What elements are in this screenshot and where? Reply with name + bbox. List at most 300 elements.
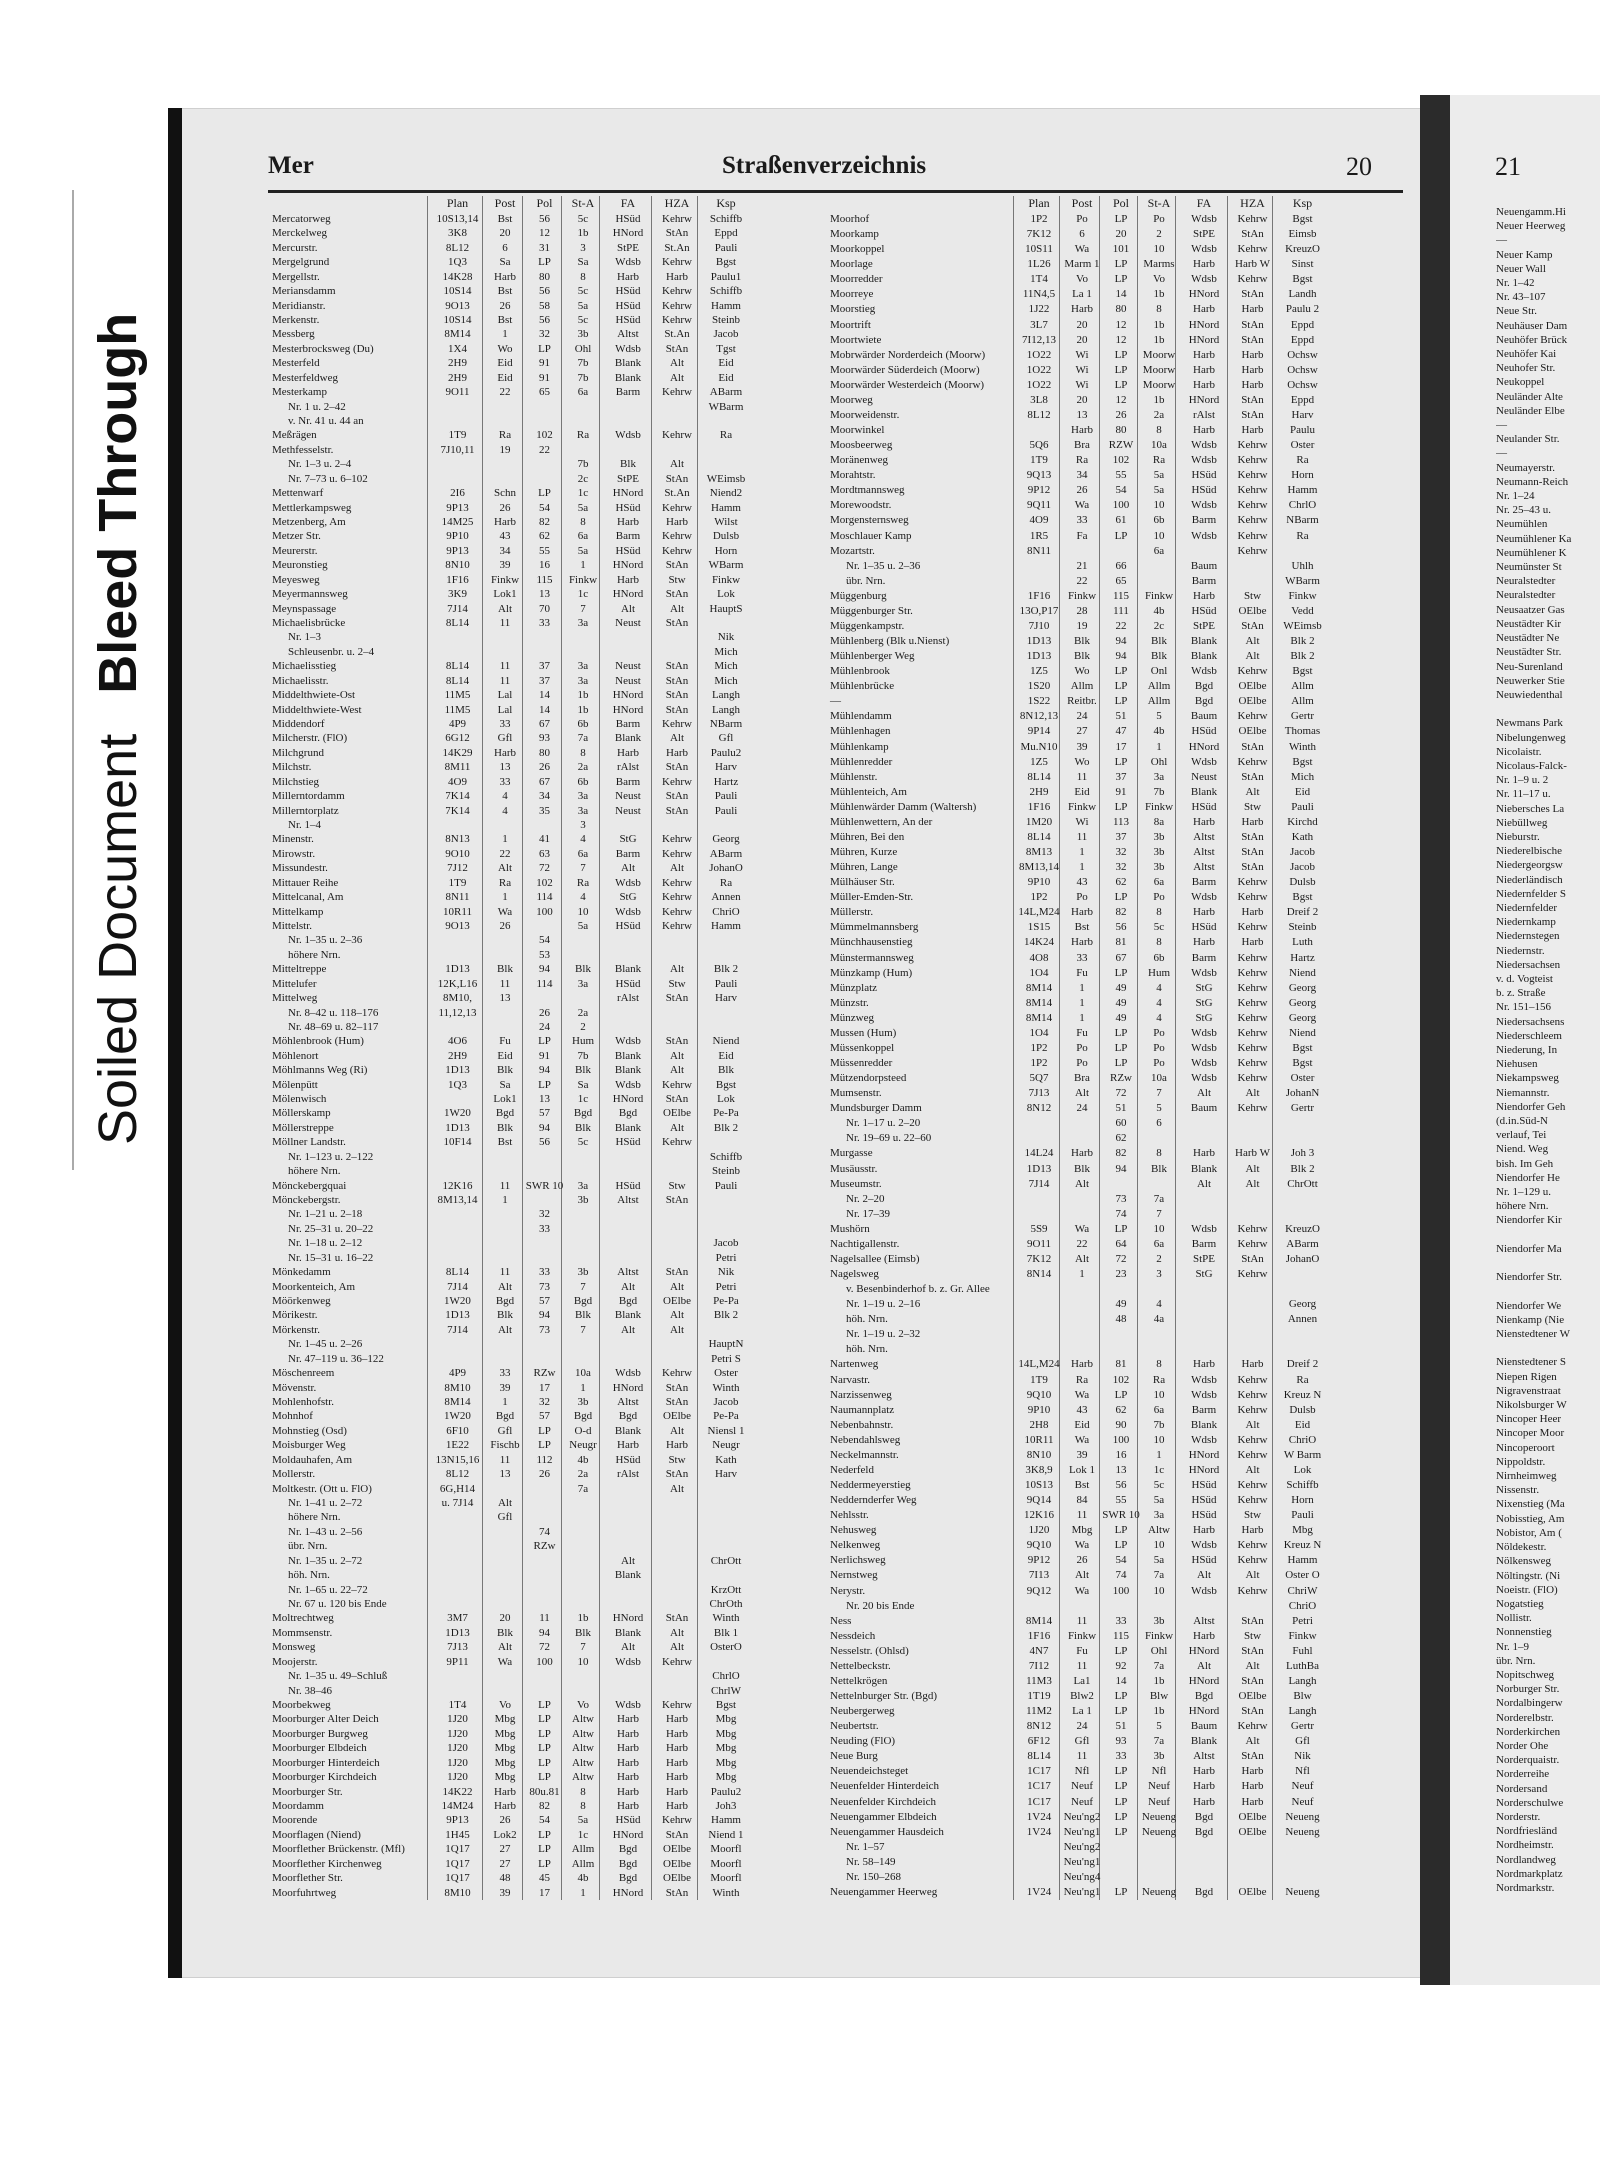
cell-sta: 8: [580, 746, 586, 759]
facing-page-entry: Niedergeorgsw: [1496, 859, 1563, 872]
cell-plan: 7J10: [1028, 619, 1050, 632]
cell-hza: StAn: [665, 342, 689, 355]
cell-sta: Hum: [572, 1035, 594, 1048]
cell-pol: 94: [1115, 635, 1127, 647]
cell-sta: 5a: [577, 544, 589, 557]
street-name: Nr. 1–57: [846, 1840, 885, 1853]
cell-hza: Kehrw: [1237, 529, 1268, 542]
cell-hza: StAn: [665, 674, 689, 687]
cell-pol: LP: [1114, 363, 1128, 376]
cell-plan: 2H8: [1029, 1418, 1049, 1431]
cell-post: 24: [1076, 1102, 1088, 1115]
cell-fa: HNord: [1188, 1674, 1220, 1687]
cell-pol: 80: [1115, 424, 1127, 436]
cell-post: Harb: [1071, 1147, 1093, 1160]
cell-plan: 1P2: [1030, 213, 1048, 225]
street-name: Mollerstr.: [272, 1468, 316, 1481]
cell-pol: LP: [538, 1843, 551, 1856]
cell-hza: Kehrw: [1237, 454, 1268, 467]
street-name: Mergellstr.: [272, 270, 320, 283]
cell-hza: Alt: [669, 1641, 685, 1654]
cell-plan: 11M5: [444, 689, 471, 702]
cell-ksp: Langh: [1288, 1674, 1317, 1687]
cell-ksp: Pauli: [714, 804, 738, 817]
cell-plan: 1Q17: [445, 1843, 470, 1856]
street-name: Nr. 58–149: [846, 1855, 896, 1868]
cell-plan: 14L24: [1024, 1147, 1054, 1160]
cell-pol: LP: [1114, 800, 1128, 813]
cell-ksp: Bgst: [715, 1699, 737, 1712]
cell-post: Alt: [1074, 1177, 1090, 1190]
cell-pol: 55: [1115, 469, 1127, 482]
street-name: Monsweg: [272, 1641, 316, 1654]
street-name: Neubergerweg: [830, 1705, 895, 1718]
cell-pol: 72: [539, 862, 550, 875]
cell-fa: HNord: [1188, 318, 1220, 331]
cell-plan: 11N4,5: [1022, 288, 1056, 301]
cell-sta: 1b: [577, 703, 589, 716]
cell-plan: 7J13: [1028, 1087, 1050, 1100]
street-name: Neddernderfer Weg: [830, 1494, 917, 1507]
cell-ksp: Nik: [717, 631, 735, 644]
cell-pol: 72: [539, 1641, 550, 1654]
cell-hza: Alt: [669, 602, 685, 615]
cell-pol: 94: [539, 1626, 550, 1639]
facing-page-entry: Neukoppel: [1496, 376, 1545, 389]
cell-hza: Harb W: [1235, 1147, 1270, 1160]
street-name: Nerlichsweg: [830, 1554, 886, 1567]
cell-ksp: Hamm: [711, 299, 741, 312]
cell-ksp: Mbg: [715, 1713, 737, 1726]
street-name: Ness: [830, 1614, 852, 1627]
cell-sta: 7: [580, 1280, 586, 1293]
cell-ksp: Niend: [1289, 1026, 1316, 1039]
cell-sta: 5: [1156, 1720, 1162, 1733]
cell-ksp: WEimsb: [1283, 619, 1322, 632]
cell-fa: Harb: [1193, 348, 1215, 361]
cell-post: 22: [1076, 574, 1088, 587]
cell-post: 11: [499, 616, 511, 629]
cell-fa: StPE: [1192, 1252, 1215, 1265]
cell-pol: 82: [1115, 906, 1127, 919]
cell-sta: 2a: [577, 1006, 589, 1019]
cell-post: 20: [499, 227, 511, 240]
cell-pol: 65: [1115, 574, 1127, 587]
cell-ksp: Blk 2: [713, 963, 739, 976]
cell-pol: 94: [1115, 1162, 1127, 1175]
cell-fa: Alt: [620, 1554, 636, 1567]
cell-sta: 1: [580, 1886, 586, 1899]
cell-sta: 6b: [1153, 951, 1165, 964]
cell-fa: rAlst: [617, 761, 639, 774]
street-name: Moorredder: [830, 273, 883, 286]
cell-hza: Kehrw: [662, 501, 692, 514]
facing-page-entry: Neuländer Elbe: [1496, 404, 1565, 417]
cell-hza: Stw: [668, 573, 686, 586]
facing-page-entry: Nr. 25–43 u.: [1496, 504, 1551, 517]
cell-ksp: Pauli: [714, 1179, 738, 1192]
cell-pol: 13: [539, 588, 550, 601]
cell-post: 22: [1076, 1237, 1088, 1250]
scanner-stamp: [78, 180, 168, 1145]
cell-ksp: Mbg: [715, 1742, 737, 1755]
cell-sta: Blk: [575, 1121, 591, 1134]
cell-sta: 4: [1156, 996, 1162, 1009]
street-name: Nebendahlsweg: [830, 1433, 901, 1446]
cell-plan: 8L14: [1027, 1750, 1051, 1763]
facing-page-entry: Nippoldstr.: [1496, 1455, 1546, 1468]
cell-ksp: JohanO: [1285, 1252, 1320, 1265]
cell-plan: 7K14: [445, 790, 470, 803]
cell-post: La1: [1073, 1674, 1091, 1687]
street-name: Nehlsstr.: [830, 1509, 869, 1522]
cell-sta: Blk: [1151, 650, 1167, 663]
cell-fa: Neust: [615, 660, 641, 673]
cell-fa: Wdsb: [1191, 213, 1217, 225]
cell-pol: 54: [1115, 484, 1127, 497]
street-name: Morewoodstr.: [830, 499, 892, 512]
cell-post: Mbg: [494, 1771, 516, 1784]
cell-plan: 14L,M24: [1018, 906, 1060, 919]
cell-hza: StAn: [665, 1381, 689, 1394]
street-name: Meßrägen: [272, 429, 317, 442]
street-name: Mettenwarf: [272, 487, 324, 500]
facing-page-entry: Nincoperoort: [1496, 1441, 1555, 1454]
cell-ksp: WEimsb: [706, 472, 746, 485]
cell-fa: Altst: [1193, 830, 1215, 843]
cell-fa: Wdsb: [1191, 273, 1217, 286]
cell-hza: Kehrw: [1237, 1373, 1268, 1386]
cell-hza: Harb: [666, 1439, 688, 1452]
cell-pol: LP: [1114, 891, 1128, 904]
cell-fa: Bgd: [1194, 1690, 1214, 1702]
cell-post: Harb: [494, 746, 516, 759]
cell-fa: HNord: [1188, 1644, 1220, 1657]
cell-fa: HSüd: [1191, 1554, 1217, 1567]
cell-ksp: Mich: [714, 645, 738, 658]
cell-post: Wi: [1075, 815, 1089, 828]
cell-pol: 14: [1115, 288, 1127, 301]
cell-pol: 22: [539, 443, 550, 456]
cell-fa: Wdsb: [1191, 1584, 1217, 1597]
cell-pol: LP: [1114, 1795, 1128, 1808]
next-page-number: 21: [1495, 152, 1521, 181]
street-name: Mesterfeld: [272, 357, 320, 370]
cell-pol: 81: [1115, 1358, 1127, 1371]
cell-pol: 94: [539, 1309, 550, 1322]
cell-plan: 4P9: [448, 717, 467, 730]
facing-page-entry: Nordmarkstr.: [1496, 1881, 1555, 1894]
cell-plan: 10F14: [443, 1136, 472, 1149]
cell-fa: HSüd: [615, 1136, 641, 1149]
cell-hza: StAn: [665, 1886, 689, 1899]
cell-ksp: Steinb: [711, 1165, 741, 1178]
facing-page-entry: übr. Nrn.: [1496, 1654, 1536, 1667]
cell-hza: Kehrw: [1237, 1268, 1268, 1280]
cell-post: 20: [499, 1612, 511, 1625]
cell-sta: 7: [580, 862, 586, 875]
cell-ksp: Mbg: [715, 1771, 737, 1784]
column-header: Pol: [536, 196, 553, 210]
cell-plan: 1S20: [1027, 680, 1051, 693]
facing-page-entry: Nonnenstieg: [1496, 1626, 1552, 1639]
street-name: Mützendorpsteed: [830, 1072, 907, 1085]
cell-sta: Ra: [576, 876, 590, 889]
cell-sta: 10: [1153, 243, 1165, 256]
street-name: Nr. 15–31 u. 16–22: [288, 1251, 374, 1264]
cell-ksp: Schiffb: [709, 1150, 743, 1163]
cell-ksp: Ra: [1296, 529, 1309, 542]
cell-sta: Finkw: [568, 573, 598, 586]
cell-post: Gfl: [497, 1511, 513, 1524]
cell-ksp: Kreuz N: [1283, 1388, 1322, 1401]
cell-hza: Kehrw: [1237, 1448, 1268, 1461]
street-name: Nelkenweg: [830, 1539, 881, 1552]
cell-hza: Harb: [666, 1727, 688, 1740]
cell-hza: Harb: [666, 746, 688, 759]
street-name: Moorkoppel: [830, 243, 885, 256]
cell-sta: 1c: [577, 1093, 589, 1106]
cell-ksp: Nik: [717, 1266, 735, 1279]
cell-post: Eid: [497, 371, 513, 384]
cell-ksp: Jacob: [713, 1237, 739, 1250]
cell-post: Lok1: [493, 1093, 517, 1106]
cell-fa: Blank: [614, 371, 642, 384]
cell-hza: Kehrw: [662, 847, 692, 860]
cell-ksp: Bgst: [1292, 213, 1313, 225]
facing-page-entry: Nordheimstr.: [1496, 1839, 1554, 1852]
cell-plan: 3M7: [447, 1612, 468, 1625]
cell-pol: LP: [1114, 1705, 1128, 1718]
cell-pol: 115: [1112, 589, 1130, 602]
cell-sta: Bgd: [573, 1295, 593, 1308]
cell-plan: 10S11: [1025, 243, 1053, 256]
cell-sta: 10a: [1151, 1072, 1167, 1085]
cell-ksp: Winth: [1288, 740, 1317, 753]
cell-ksp: Dulsb: [1289, 1403, 1316, 1416]
street-name: Müller-Emden-Str.: [830, 891, 914, 904]
street-name: Murgasse: [830, 1147, 873, 1160]
cell-hza: Kehrw: [1237, 665, 1268, 678]
cell-plan: 9P12: [1027, 484, 1051, 497]
cell-plan: 8M14: [1025, 1614, 1053, 1627]
street-name: Nr. 1–35 u. 2–36: [846, 559, 921, 572]
cell-fa: Wdsb: [1191, 439, 1217, 452]
cell-ksp: Oster: [714, 1367, 738, 1380]
cell-hza: Harb: [1241, 1795, 1264, 1808]
cell-sta: 7: [1156, 1207, 1162, 1220]
cell-fa: Wdsb: [1191, 891, 1217, 904]
street-name: Mümmelmannsberg: [830, 921, 919, 934]
cell-post: 84: [1076, 1494, 1088, 1507]
cell-sta: Marms: [1143, 258, 1175, 271]
cell-sta: Neueng: [1141, 1885, 1177, 1898]
cell-ksp: Luth: [1292, 936, 1313, 949]
cell-pol: 112: [536, 1453, 553, 1466]
facing-page-entry: Niendorfer Kir: [1496, 1214, 1562, 1227]
street-name: Neckelmannstr.: [830, 1448, 899, 1461]
cell-fa: StPE: [1192, 228, 1215, 241]
cell-sta: Blk: [1151, 635, 1167, 647]
street-name: Mitteltreppe: [272, 963, 327, 976]
cell-sta: 3a: [577, 674, 589, 687]
street-name: —: [830, 695, 841, 708]
cell-sta: 10: [577, 1655, 589, 1668]
cell-sta: 8: [580, 270, 586, 283]
cell-pol: 14: [539, 689, 550, 702]
cell-pol: 37: [1115, 770, 1127, 783]
street-name: Nr. 1–19 u. 2–16: [846, 1298, 921, 1311]
column-header: St-A: [1147, 196, 1171, 210]
cell-hza: StAn: [1241, 740, 1264, 753]
street-name: höh. Nrn.: [846, 1313, 888, 1326]
cell-sta: Ohl: [1150, 755, 1168, 768]
street-name: Milchgrund: [272, 746, 324, 759]
cell-plan: 1J20: [447, 1756, 468, 1769]
cell-hza: OElbe: [1238, 695, 1267, 708]
cell-hza: Alt: [669, 371, 685, 384]
cell-sta: Altw: [572, 1756, 594, 1769]
cell-post: 11: [1076, 1750, 1088, 1763]
street-name: Neuenfelder Kirchdeich: [830, 1795, 936, 1808]
cell-pol: 26: [539, 761, 550, 774]
cell-post: 11: [499, 1453, 511, 1466]
cell-ksp: ChrlO: [1288, 499, 1317, 512]
cell-post: Ra: [1075, 454, 1089, 467]
cell-post: Blk: [1074, 635, 1090, 647]
cell-pol: LP: [1114, 1222, 1128, 1235]
street-name: Mülhäuser Str.: [830, 876, 895, 889]
cell-pol: 23: [1115, 1268, 1127, 1280]
cell-plan: 9Q12: [1026, 1584, 1052, 1597]
cell-sta: 8: [1156, 424, 1162, 436]
cell-pol: 70: [539, 602, 550, 615]
cell-fa: HNord: [612, 1093, 644, 1106]
cell-sta: 1: [1156, 1448, 1162, 1461]
cell-hza: Harb: [666, 515, 688, 528]
cell-post: 33: [1076, 514, 1088, 527]
cell-pol: 58: [539, 299, 550, 312]
cell-sta: Po: [1153, 1026, 1165, 1039]
cell-ksp: Langh: [711, 689, 741, 702]
facing-page-entry: Niendorfer Str.: [1496, 1271, 1562, 1284]
cell-fa: StG: [1195, 981, 1213, 994]
street-name: Nagelsallee (Eimsb): [830, 1252, 920, 1265]
cell-ksp: WBarm: [708, 400, 744, 413]
cell-ksp: Moorfl: [710, 1843, 742, 1856]
cell-sta: 7b: [1153, 785, 1165, 798]
street-name: Mittauer Reihe: [272, 876, 339, 889]
cell-plan: 9P14: [1027, 725, 1051, 738]
street-name: Müllerstr.: [830, 906, 874, 919]
cell-ksp: Langh: [711, 703, 741, 716]
cell-fa: HSüd: [615, 977, 641, 990]
cell-pol: 100: [1112, 1584, 1130, 1597]
cell-post: Finkw: [1067, 800, 1097, 813]
cell-fa: Wdsb: [1191, 1026, 1217, 1039]
cell-fa: Harb: [617, 1742, 639, 1755]
cell-fa: Neust: [615, 616, 641, 629]
facing-page-entry: (d.in.Süd-N: [1496, 1115, 1548, 1127]
cell-post: 34: [499, 544, 511, 557]
cell-fa: HNord: [1188, 393, 1220, 406]
cell-pol: 49: [1115, 981, 1127, 994]
cell-hza: StAn: [1241, 1614, 1264, 1627]
cell-plan: 7K14: [445, 804, 470, 817]
street-name: Nettelbeckstr.: [830, 1659, 891, 1672]
cell-fa: Wdsb: [615, 876, 641, 889]
cell-fa: Harb: [1193, 906, 1215, 919]
cell-ksp: Harv: [715, 761, 737, 774]
cell-ksp: Pauli: [1291, 1509, 1314, 1522]
cell-hza: Kehrw: [1237, 1041, 1268, 1054]
cell-hza: StAn: [665, 1093, 689, 1106]
cell-sta: 1b: [1153, 393, 1165, 406]
cell-fa: HNord: [612, 689, 644, 702]
cell-pol: 49: [1115, 996, 1127, 1009]
cell-plan: 7J12: [447, 862, 468, 875]
cell-sta: 3a: [577, 1179, 589, 1192]
cell-plan: 8N10: [1026, 1448, 1052, 1461]
street-name: Moojerstr.: [272, 1655, 318, 1668]
cell-hza: Kehrw: [1237, 1720, 1268, 1733]
street-name: Mörkenstr.: [272, 1323, 320, 1336]
cell-pol: 48: [1115, 1313, 1127, 1326]
cell-pol: 33: [539, 1222, 550, 1235]
street-name: Nernstweg: [830, 1569, 878, 1582]
cell-hza: OElbe: [1238, 604, 1267, 617]
cell-post: Neuf: [1071, 1795, 1093, 1808]
street-name: Nr. 1–35 u. 2–36: [288, 934, 363, 947]
cell-ksp: Winth: [712, 1381, 740, 1394]
cell-pol: 100: [1112, 1433, 1130, 1446]
street-name: Nr. 1–45 u. 2–26: [288, 1338, 363, 1351]
facing-page-entry: Norderstr.: [1496, 1810, 1541, 1823]
cell-hza: StAn: [665, 1468, 689, 1481]
cell-fa: Harb: [1193, 378, 1215, 391]
cell-sta: 10: [577, 905, 589, 918]
cell-sta: 3b: [1153, 846, 1165, 858]
street-name: Mittelstr.: [272, 919, 313, 932]
cell-sta: 10: [1153, 499, 1165, 512]
cell-sta: 2: [1156, 228, 1162, 241]
street-name: Mumsenstr.: [830, 1087, 882, 1100]
cell-post: Lal: [497, 689, 513, 702]
cell-sta: 5a: [1153, 469, 1165, 482]
street-name: Mühren, Kurze: [830, 846, 898, 858]
street-name: Mundsburger Damm: [830, 1102, 922, 1115]
cell-ksp: Ra: [1296, 1373, 1309, 1386]
cell-hza: Kehrw: [662, 919, 692, 932]
cell-sta: Blk: [1151, 1162, 1167, 1175]
cell-pol: 72: [1115, 1252, 1127, 1265]
cell-fa: Altst: [617, 1194, 639, 1207]
cell-post: Blk: [497, 1121, 513, 1134]
street-name: Mühlenhagen: [830, 725, 891, 738]
facing-page-entry: Nordersand: [1496, 1782, 1548, 1795]
cell-plan: 7J14: [447, 602, 468, 615]
cell-plan: 8L14: [445, 674, 470, 687]
cell-sta: 3a: [577, 660, 589, 673]
street-name: Nr. 7–73 u. 6–102: [288, 472, 368, 485]
cell-post: 1: [1079, 846, 1085, 858]
cell-sta: Ohl: [1150, 1644, 1168, 1657]
page-title: Straßenverzeichnis: [722, 152, 927, 179]
cell-post: 1: [1079, 861, 1085, 874]
cell-fa: Bgd: [618, 1410, 638, 1423]
cell-pol: 94: [1115, 650, 1127, 663]
facing-page-entry: Nöltingstr. (Ni: [1496, 1569, 1561, 1582]
